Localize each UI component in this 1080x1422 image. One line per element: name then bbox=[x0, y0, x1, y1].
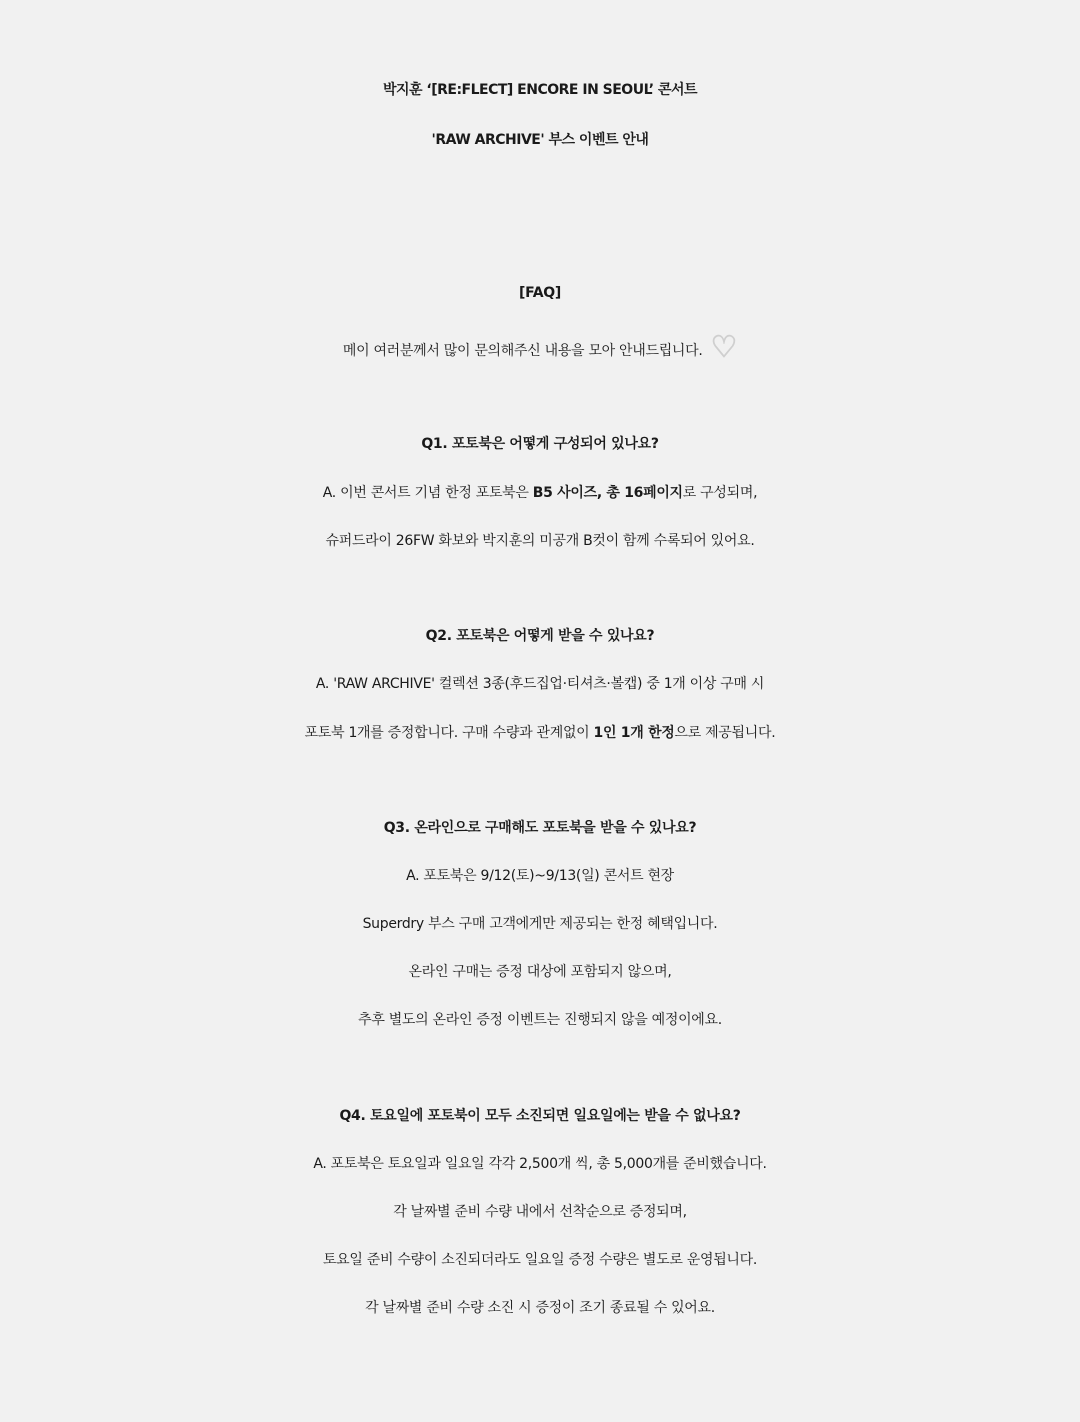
q4-answer-line-4: 각 날짜별 준비 수량 소진 시 증정이 조기 종료될 수 있어요. bbox=[365, 1300, 715, 1316]
faq-intro bbox=[0, 331, 1080, 368]
q4-answer-line-2: 각 날짜별 준비 수량 내에서 선착순으로 증정되며, bbox=[393, 1204, 687, 1220]
q4-answer-line-3: 토요일 준비 수량이 소진되더라도 일요일 증정 수량은 별도로 운영됩니다. bbox=[322, 1252, 758, 1268]
q2-answer-line-1: A. 'RAW ARCHIVE' 컬렉션 3종(후드집업·티셔츠·볼캡) 중 1개 이상 구매 시 bbox=[315, 676, 765, 692]
q1-answer-line-1 bbox=[0, 476, 1080, 510]
q3-question: Q3. 온라인으로 구매해도 포토북을 받을 수 있나요? bbox=[383, 820, 697, 836]
q1-question: Q1. 포토북은 어떻게 구성되어 있나요? bbox=[421, 436, 659, 452]
faq-heading: [FAQ] bbox=[519, 285, 561, 301]
q2-answer-text: 포토북 1개를 증정합니다. 구매 수량과 관계없이 bbox=[304, 725, 594, 741]
q1-answer-text: A. 이번 콘서트 기념 한정 포토북은 bbox=[322, 485, 533, 501]
page-title-line-1: 박지훈 ‘[RE:FLECT] ENCORE IN SEOUL’ 콘서트 bbox=[382, 82, 698, 98]
q4-question: Q4. 토요일에 포토북이 모두 소진되면 일요일에는 받을 수 없나요? bbox=[339, 1108, 741, 1124]
q3-answer-line-3: 온라인 구매는 증정 대상에 포함되지 않으며, bbox=[408, 964, 672, 980]
q1-answer-text-end: 로 구성되며, bbox=[682, 485, 758, 501]
q2-answer-text-end: 으로 제공됩니다. bbox=[674, 725, 776, 741]
faq-intro-text: 메이 여러분께서 많이 문의해주신 내용을 모아 안내드립니다. bbox=[342, 343, 703, 359]
white-heart-icon: ♡ bbox=[710, 330, 738, 365]
q1-answer-highlight: B5 사이즈, 총 16페이지 bbox=[532, 485, 683, 501]
q3-answer-line-2: Superdry 부스 구매 고객에게만 제공되는 한정 혜택입니다. bbox=[362, 916, 718, 932]
page-title-line-2: 'RAW ARCHIVE' 부스 이벤트 안내 bbox=[431, 132, 649, 148]
q1-answer-line-2: 슈퍼드라이 26FW 화보와 박지훈의 미공개 B컷이 함께 수록되어 있어요. bbox=[325, 533, 755, 549]
q2-answer-highlight: 1인 1개 한정 bbox=[593, 725, 675, 741]
q3-answer-line-1: A. 포토북은 9/12(토)~9/13(일) 콘서트 현장 bbox=[406, 868, 674, 884]
q2-answer-line-2 bbox=[0, 716, 1080, 750]
q3-answer-line-4: 추후 별도의 온라인 증정 이벤트는 진행되지 않을 예정이에요. bbox=[358, 1012, 722, 1028]
q2-question: Q2. 포토북은 어떻게 받을 수 있나요? bbox=[425, 628, 655, 644]
q4-answer-line-1: A. 포토북은 토요일과 일요일 각각 2,500개 씩, 총 5,000개를 준비했습니다. bbox=[313, 1156, 767, 1172]
